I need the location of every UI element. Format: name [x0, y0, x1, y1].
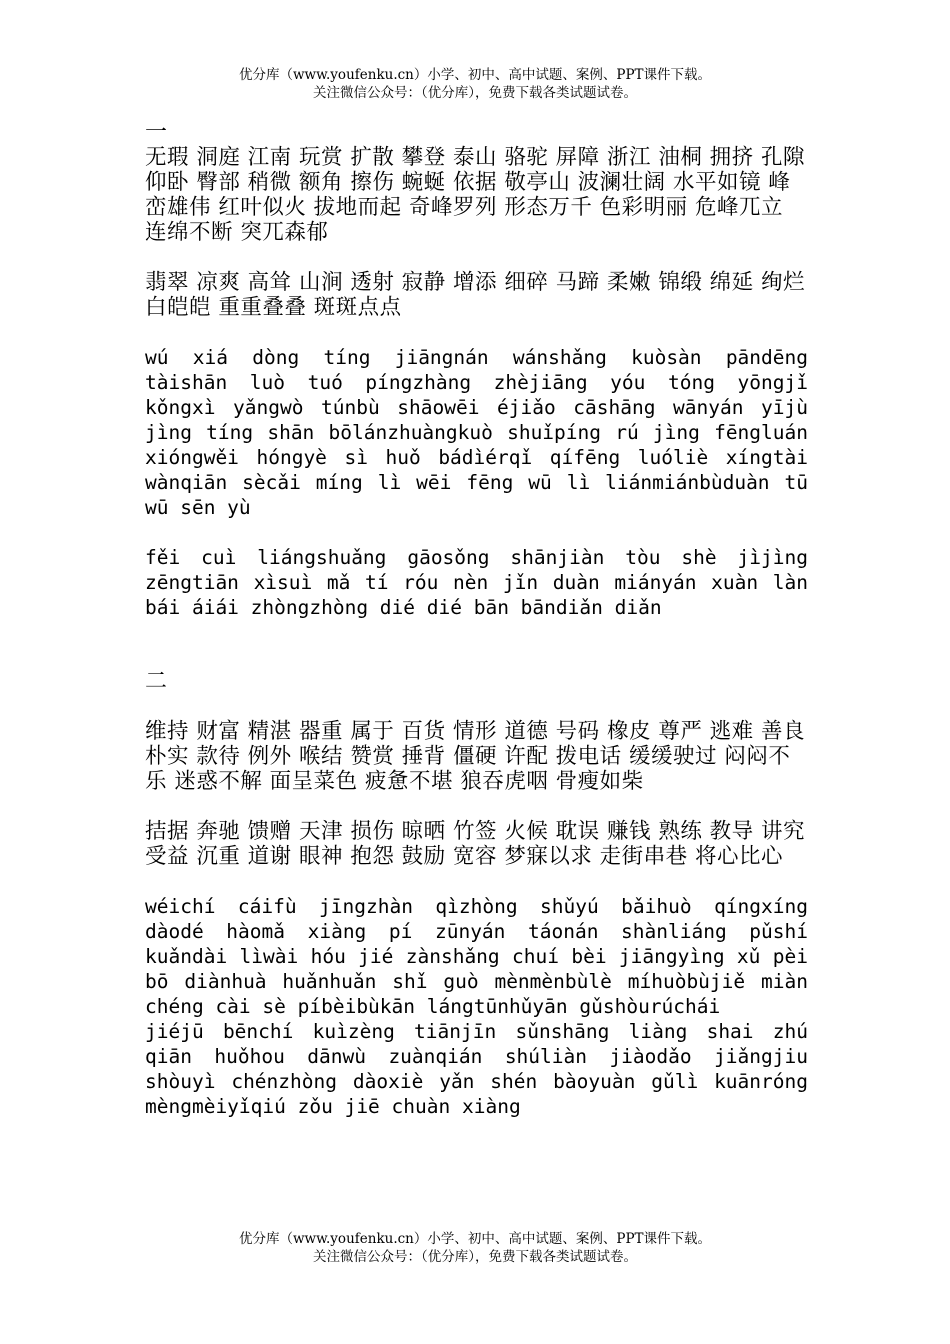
- section-1-mark: 一: [145, 120, 168, 145]
- section-1-pinyin-paragraph-1: wú xiá dòng tíng jiāngnán wánshǎng kuòsàn pāndēng tàishān luò tuó píngzhàng zhèjiāng yóu tóng yōngjǐ kǒngxì yǎngwò túnbù shāowēi éjiǎo cāshāng wānyán yījù jìng tíng shān bōlánzhuàngkuò shuǐpíng rú jìng fēngluán xióngwěi hóngyè sì huǒ bádìérqǐ qífēng luóliè xíngtài wànqiān sècǎi míng lì wēi fēng wū lì liánmiánbùduàn tū wū sēn yù: [145, 346, 808, 519]
- footer-line-1: 优分库（www.youfenku.cn）小学、初中、高中试题、案例、PPT课件下载。: [238, 1231, 712, 1247]
- section-2-mark: 二: [145, 669, 168, 694]
- page-header: [0, 66, 950, 102]
- section-2-hanzi-paragraph-1: 维持 财富 精湛 器重 属于 百货 情形 道德 号码 橡皮 尊严 逃难 善良 朴实 款待 例外 喉结 赞赏 捶背 僵硬 许配 拨电话 缓缓驶过 闷闷不乐 迷惑不解 面呈菜色 疲惫不堪 狼吞虎咽 骨瘦如柴: [145, 719, 806, 794]
- section-1-hanzi-paragraph-2: 翡翠 凉爽 高耸 山涧 透射 寂静 增添 细碎 马蹄 柔嫩 锦缎 绵延 绚烂 白皑皑 重重叠叠 斑斑点点: [145, 270, 806, 320]
- header-line-1: 优分库（www.youfenku.cn）小学、初中、高中试题、案例、PPT课件下载。: [238, 67, 712, 83]
- document-body: [145, 121, 808, 1119]
- section-2-pinyin-paragraph-1: wéichí cáifù jīngzhàn qìzhòng shǔyú bǎihuò qíngxíng dàodé hàomǎ xiàng pí zūnyán táonán shànliáng pǔshí kuǎndài lìwài hóu jié zànshǎng chuí bèi jiāngyìng xǔ pèi bō diànhuà huǎnhuǎn shǐ guò mènmènbùlè míhuòbùjiě miàn chéng cài sè píbèibùkān lángtūnhǔyān gǔshòurúchái: [145, 895, 808, 1018]
- footer-line-2: 关注微信公众号：（优分库），免费下载各类试题试卷。: [313, 1249, 637, 1265]
- header-line-2: 关注微信公众号：（优分库），免费下载各类试题试卷。: [313, 85, 637, 101]
- page-footer: [0, 1230, 950, 1266]
- section-1-hanzi-paragraph-1: 无瑕 洞庭 江南 玩赏 扩散 攀登 泰山 骆驼 屏障 浙江 油桐 拥挤 孔隙 仰卧 臀部 稍微 额角 擦伤 蜿蜒 依据 敬亭山 波澜壮阔 水平如镜 峰峦雄伟 红叶似火 拔地而起 奇峰罗列 形态万千 色彩明丽 危峰兀立 连绵不断 突兀森郁: [145, 145, 806, 245]
- section-2: [145, 670, 808, 1119]
- section-1-pinyin-paragraph-2: fěi cuì liángshuǎng gāosǒng shānjiàn tòu shè jìjìng zēngtiān xìsuì mǎ tí róu nèn jǐn duàn miányán xuàn làn bái áiái zhòngzhòng dié dié bān bāndiǎn diǎn: [145, 546, 808, 619]
- section-2-hanzi-paragraph-2: 拮据 奔驰 馈赠 天津 损伤 晾晒 竹签 火候 耽误 赚钱 熟练 教导 讲究 受益 沉重 道谢 眼神 抱怨 鼓励 宽容 梦寐以求 走街串巷 将心比心: [145, 819, 806, 869]
- section-1: [145, 121, 808, 620]
- section-2-pinyin-paragraph-2: jiéjū bēnchí kuìzèng tiānjīn sǔnshāng liàng shai zhú qiān huǒhou dānwù zuànqián shúliàn jiàodǎo jiǎngjiu shòuyì chénzhòng dàoxiè yǎn shén bàoyuàn gǔlì kuānróng mèngmèiyǐqiú zǒu jiē chuàn xiàng: [145, 1020, 808, 1118]
